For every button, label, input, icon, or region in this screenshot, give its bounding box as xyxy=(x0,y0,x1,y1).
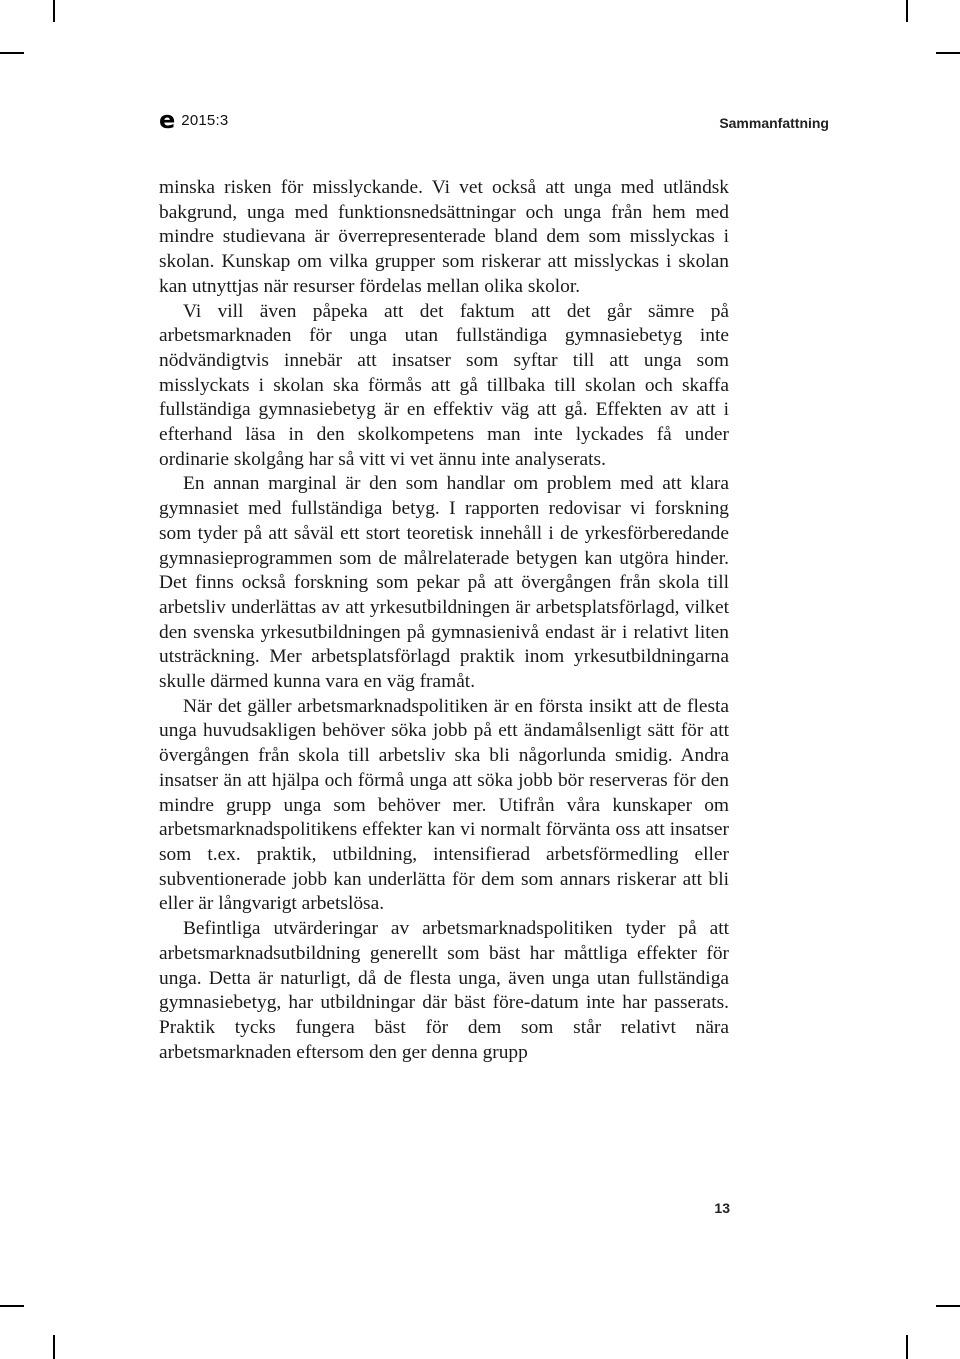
crop-mark-bottom-left-vertical xyxy=(53,1335,55,1359)
publication-brand xyxy=(159,108,228,132)
paragraph: Befintliga utvärderingar av arbetsmarknadspolitiken tyder på att arbetsmarknadsutbildning generellt som bäst har måttliga effekter för unga. Detta är naturligt, då de flesta unga, även unga utan fullständiga gymnasiebetyg, har utbildningar där bäst före-datum inte har passerats. Praktik tycks fungera bäst för dem som står relativt nära arbetsmarknaden eftersom den ger denna grupp xyxy=(159,918,729,1063)
body-text xyxy=(159,176,729,1065)
crop-mark-bottom-right-vertical xyxy=(906,1335,908,1359)
paragraph: En annan marginal är den som handlar om problem med att klara gymnasiet med fullständiga betyg. I rapporten redovisar vi forskning som tyder på att såväl ett stort teoretisk innehåll i de yrkesförberedande gymnasieprogrammen som de målrelaterade betygen kan utgöra hinder. Det finns också forskning som pekar på att övergången från skola till arbetsliv underlättas av att yrkesutbildningen är arbetsplatsförlagd, vilket den svenska yrkesutbildningen på gymnasienivå endast är i relativt liten utsträckning. Mer arbetsplatsförlagd praktik inom yrkesutbildningarna skulle därmed kunna vara en väg framåt. xyxy=(159,473,729,693)
section-title: Sammanfattning xyxy=(719,115,829,131)
paragraph: minska risken för misslyckande. Vi vet också att unga med utländsk bakgrund, unga med funktionsnedsättningar och unga från hem med mindre studievana är överrepresenterade bland dem som misslyckas i skolan. Kunskap om vilka grupper som riskerar att misslyckas i skolan kan utnyttjas när resurser fördelas mellan olika skolor. xyxy=(159,177,729,297)
ifau-logo-icon: e xyxy=(159,106,176,134)
paragraph: När det gäller arbetsmarknadspolitiken är en första insikt att de flesta unga huvudsakligen behöver söka jobb på ett ändamålsenligt sätt för att övergången från skola till arbetsliv ska bli någorlunda smidig. Andra insatser än att hjälpa och förmå unga att söka jobb bör reserveras för den mindre grupp unga som behöver mer. Utifrån våra kunskaper om arbetsmarknadspolitikens effekter kan vi normalt förvänta oss att insatser som t.ex. praktik, utbildning, intensifierad arbetsförmedling eller subventionerade jobb kan underlätta för dem som annars riskerar att bli eller är långvarigt arbetslösa. xyxy=(159,695,729,915)
crop-mark-bottom-right-horizontal xyxy=(936,1305,960,1307)
crop-mark-bottom-left-horizontal xyxy=(0,1305,24,1307)
page-header xyxy=(159,108,829,140)
crop-mark-top-left-vertical xyxy=(53,0,55,22)
crop-mark-top-right-horizontal xyxy=(936,52,960,54)
paragraph: Vi vill även påpeka att det faktum att det går sämre på arbetsmarknaden för unga utan fullständiga gymnasiebetyg inte nödvändigtvis innebär att insatser som syftar till att unga som misslyckats i skolan ska förmås att gå tillbaka till skolan och skaffa fullständiga gymnasiebetyg är en effektiv väg att gå. Effekten av att i efterhand läsa in den skolkompetens man inte lyckades få under ordinarie skolgång har så vitt vi vet ännu inte analyserats. xyxy=(159,300,729,470)
crop-mark-top-right-vertical xyxy=(906,0,908,22)
crop-mark-top-left-horizontal xyxy=(0,52,24,54)
page-number: 13 xyxy=(714,1200,730,1216)
issue-number: 2015:3 xyxy=(181,111,229,129)
